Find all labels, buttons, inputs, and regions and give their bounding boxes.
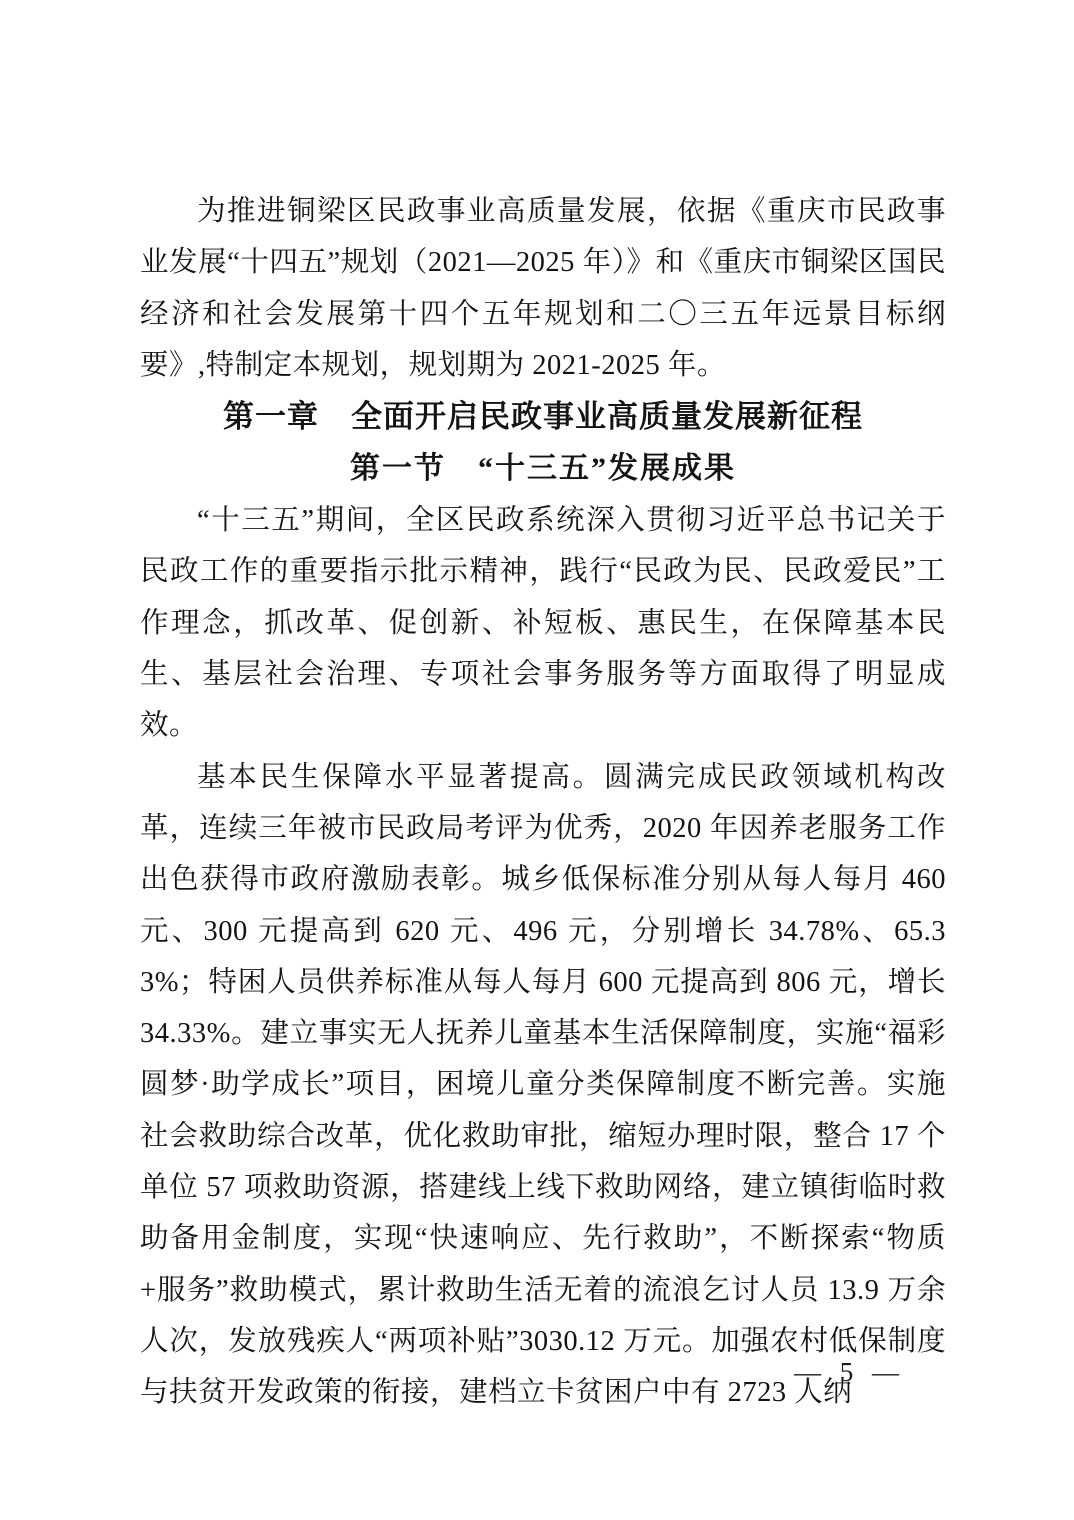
paragraph-intro: 为推进铜梁区民政事业高质量发展，依据《重庆市民政事业发展“十四五”规划（2021—2025 年）》和《重庆市铜梁区国民经济和社会发展第十四个五年规划和二〇三五年远景目标纲要》,特制定本规划，规划期为 2021-2025 年。 (140, 196, 946, 381)
page-number: — 5 — (794, 1357, 905, 1387)
section-heading: 第一节 “十三五”发展成果 (350, 452, 736, 486)
paragraph-shisanwu-achievements: “十三五”期间，全区民政系统深入贯彻习近平总书记关于民政工作的重要指示批示精神，践行“民政为民、民政爱民”工作理念，抓改革、促创新、补短板、惠民生，在保障基本民生、基层社会治理、专项社会事务服务等方面取得了明显成效。 (140, 505, 946, 742)
chapter-heading: 第一章 全面开启民政事业高质量发展新征程 (223, 399, 863, 435)
paragraph-minsheng-improvement: 基本民生保障水平显著提高。圆满完成民政领域机构改革，连续三年被市民政局考评为优秀，2020 年因养老服务工作出色获得市政府激励表彰。城乡低保标准分别从每人每月 460 元、300 元提高到 620 元、496 元，分别增长 34.78%、65.33%；特困人员供养标准从每人每月 600 元提高到 806 元，增长 34.33%。建立事实无人抚养儿童基本生活保障制度，实施“福彩圆梦·助学成长”项目，困境儿童分类保障制度不断完善。实施社会救助综合改革，优化救助审批，缩短办理时限，整合 17 个单位 57 项救助资源，搭建线上线下救助网络，建立镇街临时救助备用金制度，实现“快速响应、先行救助”，不断探索“物质+服务”救助模式，累计救助生活无着的流浪乞讨人员 13.9 万余人次，发放残疾人“两项补贴”3030.12 万元。加强农村低保制度与扶贫开发政策的衔接，建档立卡贫困户中有 2723 人纳 (140, 761, 946, 1409)
document-content (140, 186, 946, 1419)
